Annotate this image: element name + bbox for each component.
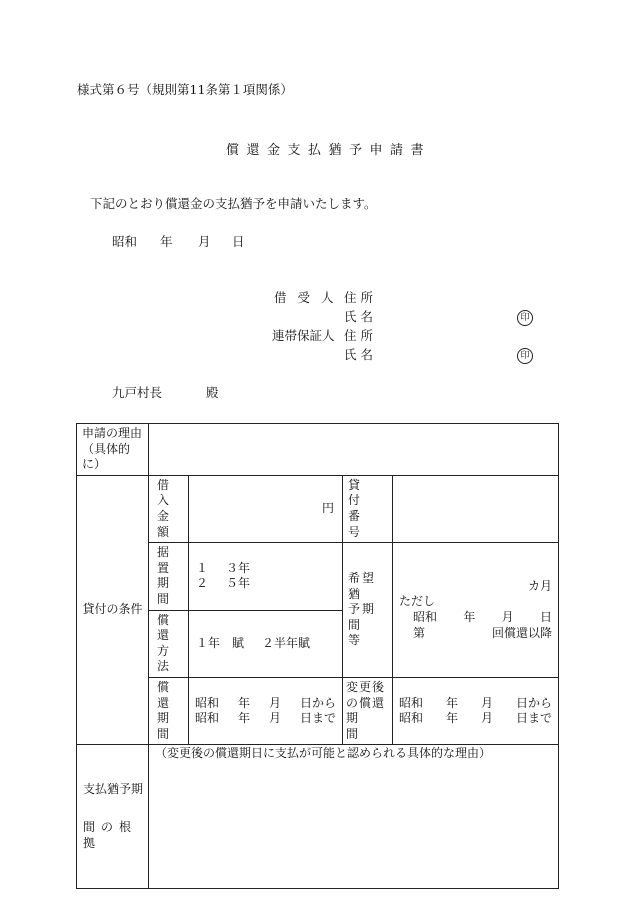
guarantor-name-label: 氏名 bbox=[344, 347, 378, 362]
intro-text: 下記のとおり償還金の支払猶予を申請いたします。 bbox=[90, 196, 377, 211]
desired-period-label: 希望猶 予期間 等 bbox=[343, 543, 393, 678]
borrower-seal-icon: 印 bbox=[517, 310, 533, 326]
reason-input-field[interactable] bbox=[149, 424, 559, 476]
repay-method-option-2: ２半年賦 bbox=[262, 635, 311, 650]
deferment-option-2: ２ ５年 bbox=[196, 576, 251, 591]
document-title: 償還金支払猶予申請書 bbox=[226, 143, 432, 158]
deferment-option-1: １ ３年 bbox=[196, 560, 251, 575]
grounds-label: 支払猶予期 間の根拠 bbox=[77, 745, 149, 889]
borrower-address-label: 住所 bbox=[344, 290, 378, 305]
deferment-label: 据置 期間 bbox=[149, 543, 189, 610]
grounds-row bbox=[77, 745, 559, 889]
date-month: 月 bbox=[198, 234, 211, 249]
loan-amount-field[interactable] bbox=[189, 475, 343, 542]
months-unit: カ月 bbox=[527, 578, 552, 593]
grounds-input-field[interactable] bbox=[149, 745, 559, 889]
proviso-label: ただし bbox=[399, 594, 436, 609]
date-year: 年 bbox=[160, 234, 173, 249]
proviso-date: 昭和 年 月 日 bbox=[413, 610, 552, 625]
guarantor-label: 連帯保証人 bbox=[272, 328, 335, 343]
changed-period-to: 昭和 年 月 日まで bbox=[399, 711, 552, 726]
addressee-honorific: 殿 bbox=[206, 385, 219, 400]
desired-period-field[interactable] bbox=[393, 543, 559, 678]
reason-row bbox=[77, 424, 559, 476]
proviso-ordinal-line: 第 回償還以降 bbox=[413, 625, 552, 640]
repay-method-option-1: １年 賦 bbox=[196, 635, 245, 650]
repay-period-label: 償還 期間 bbox=[149, 677, 189, 744]
application-table bbox=[76, 423, 559, 889]
loan-number-label: 貸付 番号 bbox=[343, 475, 393, 542]
loan-conditions-label: 貸付の条件 bbox=[77, 475, 149, 745]
repay-method-label: 償還 方法 bbox=[149, 610, 189, 677]
deferment-row bbox=[77, 543, 559, 610]
changed-period-label: 変更後 の償還 期間 bbox=[343, 677, 393, 744]
repay-period-to: 昭和 年 月 日まで bbox=[195, 711, 336, 726]
deferment-options[interactable] bbox=[189, 543, 343, 610]
repay-period-from: 昭和 年 月 日から bbox=[195, 695, 336, 710]
date-era: 昭和 bbox=[112, 234, 138, 249]
borrower-name-label: 氏名 bbox=[344, 309, 378, 324]
loan-amount-label: 借入 金額 bbox=[149, 475, 189, 542]
changed-period-field[interactable] bbox=[393, 677, 559, 744]
guarantor-seal-icon: 印 bbox=[517, 348, 533, 364]
repay-period-field[interactable] bbox=[189, 677, 343, 744]
borrower-label: 借受人 bbox=[274, 290, 345, 305]
addressee-name: 九戸村長 bbox=[112, 385, 163, 400]
form-number: 様式第６号（規則第11条第１項関係） bbox=[77, 82, 293, 97]
loan-number-field[interactable] bbox=[393, 475, 559, 542]
reason-label-cell: 申請の理由 （具体的に） bbox=[77, 424, 149, 476]
date-day: 日 bbox=[232, 234, 245, 249]
changed-period-from: 昭和 年 月 日から bbox=[399, 695, 552, 710]
repay-method-options[interactable] bbox=[189, 610, 343, 677]
repay-period-row bbox=[77, 677, 559, 744]
yen-unit: 円 bbox=[321, 501, 334, 516]
grounds-hint: （変更後の償還期日に支払が可能と認められる具体的な理由） bbox=[155, 746, 492, 761]
guarantor-address-label: 住所 bbox=[344, 328, 378, 343]
loan-amount-row bbox=[77, 475, 559, 542]
